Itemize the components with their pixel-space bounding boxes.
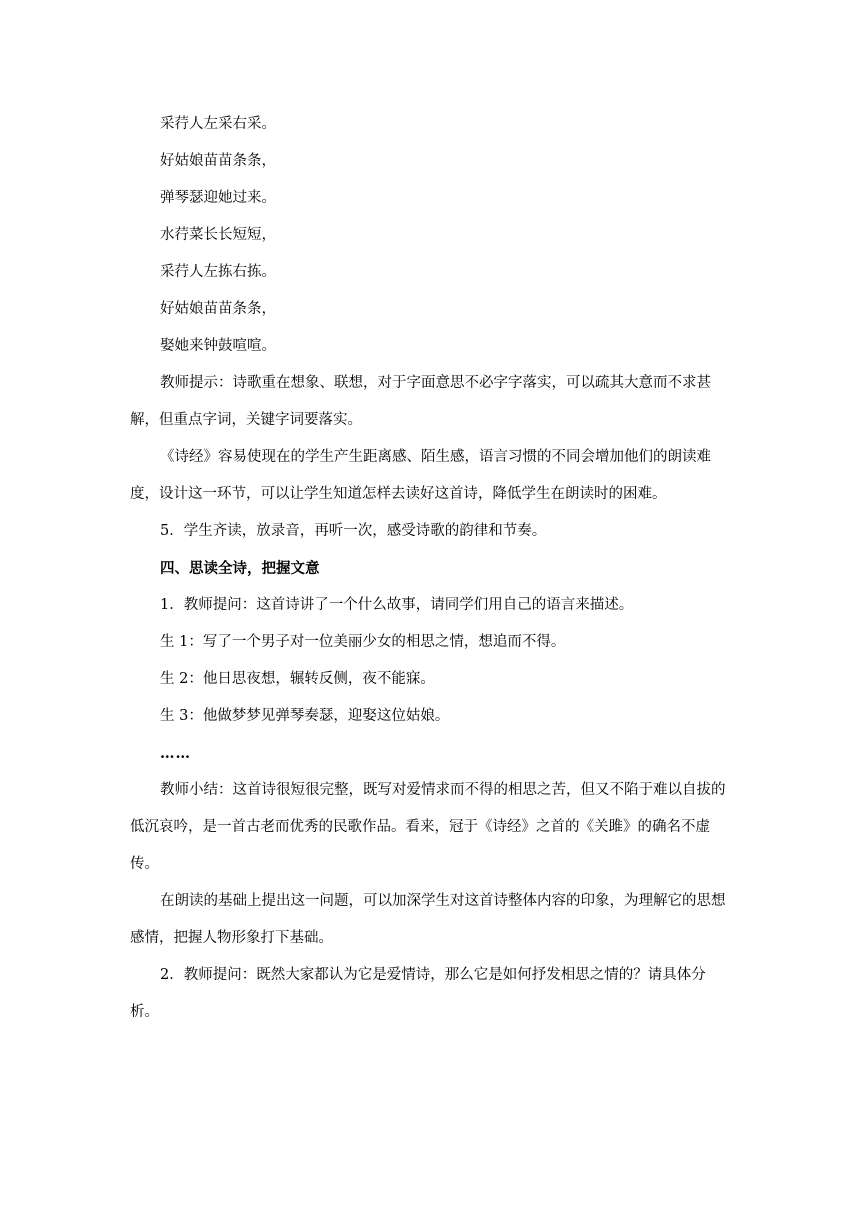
teacher-tip-paragraph: 教师提示：诗歌重在想象、联想，对于字面意思不必字字落实，可以疏其大意而不求甚解，但重点字词，关键字词要落实。 bbox=[130, 375, 711, 428]
poem-line: 好姑娘苗苗条条， bbox=[160, 301, 276, 317]
student-answer: 生 3：他做梦梦见弹琴奏瑟，迎娶这位姑娘。 bbox=[160, 708, 450, 724]
section-heading: 四、思读全诗，把握文意 bbox=[160, 560, 320, 577]
poem-line: 好姑娘苗苗条条， bbox=[160, 153, 276, 169]
design-note-paragraph: 《诗经》容易使现在的学生产生距离感、陌生感，语言习惯的不同会增加他们的朗读难度，设计这一环节，可以让学生知道怎样去读好这首诗，降低学生在朗读时的困难。 bbox=[130, 449, 711, 502]
step-paragraph: 5．学生齐读，放录音，再听一次，感受诗歌的韵律和节奏。 bbox=[160, 523, 547, 539]
poem-line: 水荇菜长长短短， bbox=[160, 227, 276, 243]
poem-line: 娶她来钟鼓喧喧。 bbox=[160, 338, 276, 354]
question-paragraph: 1．教师提问：这首诗讲了一个什么故事，请同学们用自己的语言来描述。 bbox=[160, 597, 634, 613]
teacher-summary-paragraph: 教师小结：这首诗很短很完整，既写对爱情求而不得的相思之苦，但又不陷于难以自拔的低沉哀吟，是一首古老而优秀的民歌作品。看来，冠于《诗经》之首的《关雎》的确名不虚传。 bbox=[130, 782, 726, 872]
poem-line: 采荇人左采右采。 bbox=[160, 116, 276, 132]
question-paragraph: 2．教师提问：既然大家都认为它是爱情诗，那么它是如何抒发相思之情的？请具体分析。 bbox=[130, 967, 706, 1020]
ellipsis: …… bbox=[160, 745, 191, 762]
student-answer: 生 2：他日思夜想，辗转反侧，夜不能寐。 bbox=[160, 671, 435, 687]
student-answer: 生 1：写了一个男子对一位美丽少女的相思之情，想追而不得。 bbox=[160, 634, 566, 650]
design-note-paragraph: 在朗读的基础上提出这一问题，可以加深学生对这首诗整体内容的印象，为理解它的思想感情，把握人物形象打下基础。 bbox=[130, 893, 726, 946]
poem-line: 弹琴瑟迎她过来。 bbox=[160, 190, 276, 206]
poem-line: 采荇人左拣右拣。 bbox=[160, 264, 276, 280]
document-body bbox=[130, 106, 730, 1031]
